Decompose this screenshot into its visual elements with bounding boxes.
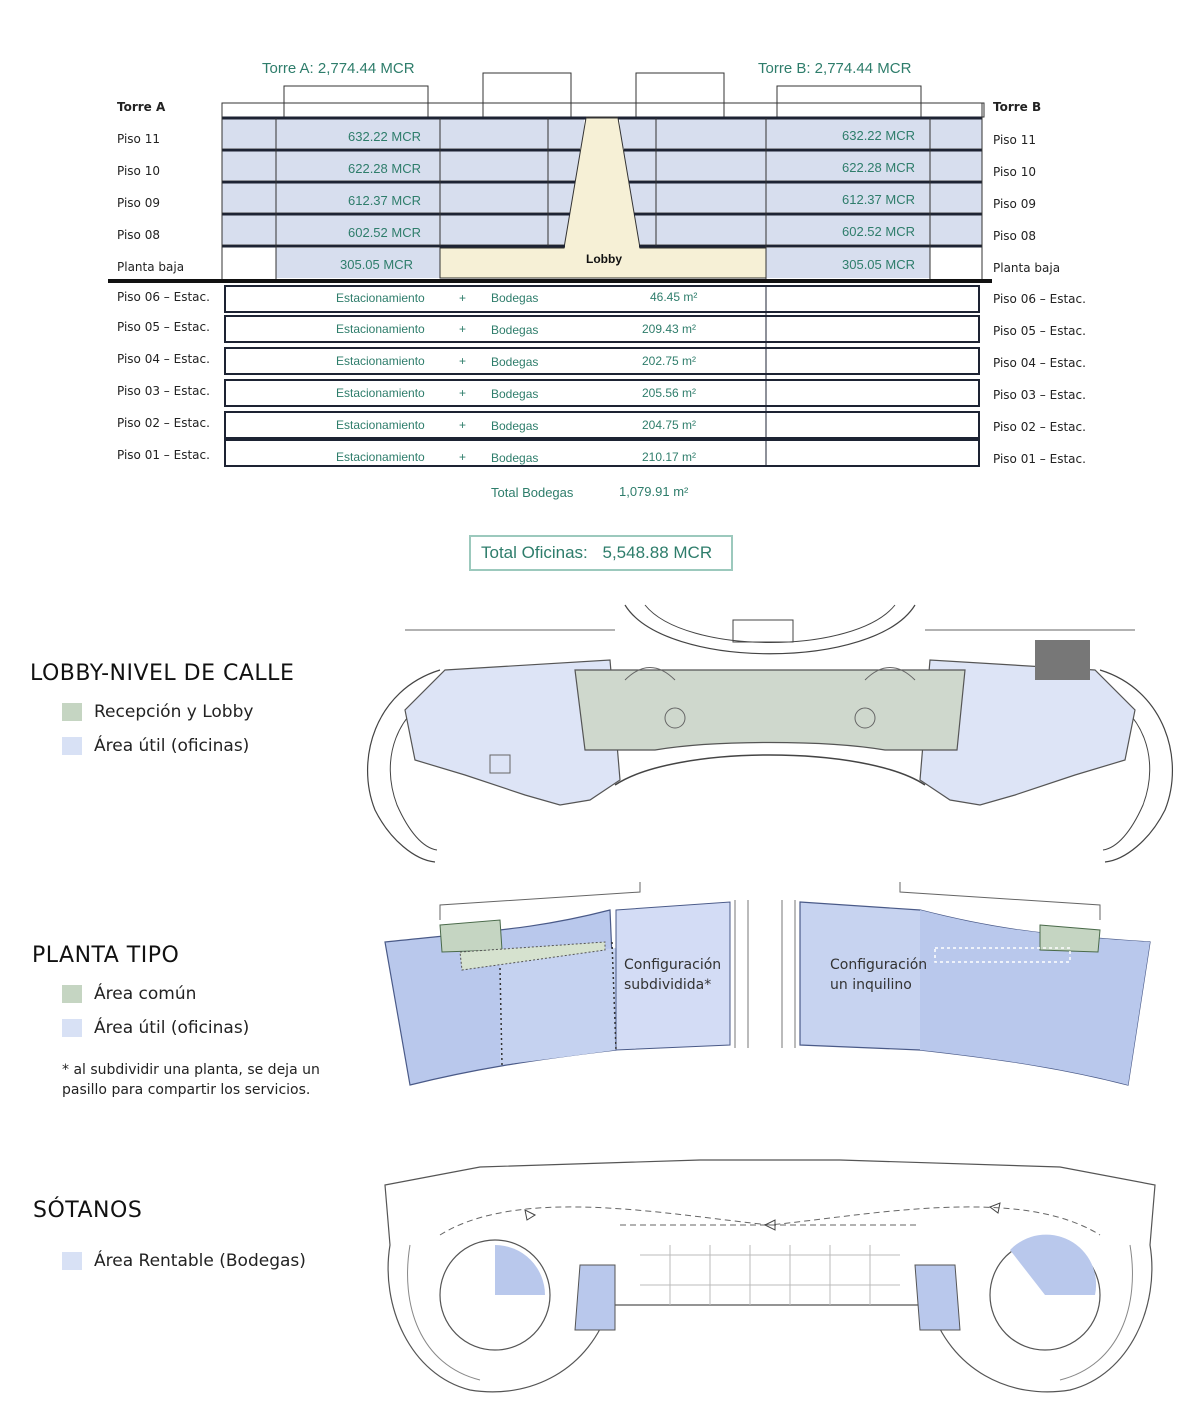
parking-label: Estacionamiento [336, 291, 425, 305]
config-single-label [830, 955, 927, 995]
basement-plan-title: SÓTANOS [33, 1198, 143, 1223]
basement-label-left: Piso 06 – Estac. [117, 290, 210, 304]
storage-area: 210.17 m² [642, 450, 697, 464]
tower-b-area: 632.22 MCR [842, 128, 915, 143]
basement-label-right: Piso 06 – Estac. [993, 292, 1086, 306]
basement-label-left: Piso 03 – Estac. [117, 384, 210, 398]
basement-label-left: Piso 05 – Estac. [117, 320, 210, 334]
bodegas-label: Bodegas [491, 419, 539, 433]
legend-label: Área útil (oficinas) [94, 1018, 250, 1038]
basement-label-right: Piso 04 – Estac. [993, 356, 1086, 370]
bodegas-label: Bodegas [491, 387, 539, 401]
config-line: Configuración [830, 957, 928, 973]
parking-label: Estacionamiento [336, 418, 425, 432]
typical-plan-title: PLANTA TIPO [32, 943, 180, 968]
lobby-label: Lobby [586, 252, 622, 266]
storage-area: 204.75 m² [642, 418, 697, 432]
legend-swatch-green [62, 985, 82, 1003]
basement-label-right: Piso 01 – Estac. [993, 452, 1086, 466]
tower-b-area: 612.37 MCR [842, 192, 915, 207]
config-line: un inquilino [830, 977, 912, 993]
legend-item-common [62, 984, 196, 1004]
bodegas-label: Bodegas [491, 291, 539, 305]
plus-sign: + [459, 354, 467, 368]
config-line: Configuración [624, 957, 722, 973]
basement-label-left: Piso 01 – Estac. [117, 448, 210, 462]
lobby-plan-title: LOBBY-NIVEL DE CALLE [30, 661, 295, 686]
storage-area: 202.75 m² [642, 354, 697, 368]
basement-floor-plan [370, 1155, 1170, 1405]
level-label-right: Planta baja [993, 261, 1061, 275]
tower-b-area: 305.05 MCR [842, 257, 915, 272]
basement-levels [225, 286, 979, 466]
legend-label: Recepción y Lobby [94, 702, 254, 722]
tower-a-area: 305.05 MCR [340, 257, 413, 272]
lobby-floor-plan [345, 600, 1195, 865]
level-label-left: Piso 10 [117, 164, 160, 178]
basement-label-left: Piso 04 – Estac. [117, 352, 210, 366]
storage-area: 209.43 m² [642, 322, 697, 336]
level-label-left: Planta baja [117, 260, 185, 274]
tower-a-area: 612.37 MCR [348, 193, 421, 208]
total-oficinas-value: 5,548.88 MCR [602, 543, 713, 562]
legend-item-office [62, 736, 249, 756]
subdivision-note [62, 1060, 320, 1100]
total-bodegas-value: 1,079.91 m² [619, 484, 689, 499]
parking-label: Estacionamiento [336, 450, 425, 464]
storage-area: 46.45 m² [650, 290, 698, 304]
plus-sign: + [459, 386, 467, 400]
legend-swatch-green [62, 703, 82, 721]
bodegas-label: Bodegas [491, 355, 539, 369]
torre-a-label: Torre A [117, 100, 166, 114]
config-subdivided-label [624, 955, 721, 995]
parking-label: Estacionamiento [336, 322, 425, 336]
legend-label: Área útil (oficinas) [94, 736, 250, 756]
config-line: subdividida* [624, 977, 712, 993]
tower-b-area: 602.52 MCR [842, 224, 915, 239]
legend-item-reception [62, 702, 253, 722]
storage-area: 205.56 m² [642, 386, 697, 400]
bodegas-label: Bodegas [491, 451, 539, 465]
plus-sign: + [459, 322, 467, 336]
legend-label: Área Rentable (Bodegas) [94, 1251, 306, 1271]
legend-item-storage [62, 1251, 306, 1271]
parking-label: Estacionamiento [336, 354, 425, 368]
plus-sign: + [459, 291, 467, 305]
basement-label-left: Piso 02 – Estac. [117, 416, 210, 430]
level-label-right: Piso 10 [993, 165, 1036, 179]
legend-label: Área común [94, 984, 197, 1004]
torre-b-title: Torre B: 2,774.44 MCR [758, 60, 912, 77]
basement-label-right: Piso 03 – Estac. [993, 388, 1086, 402]
note-line: * al subdividir una planta, se deja un [62, 1062, 320, 1078]
level-label-right: Piso 11 [993, 133, 1036, 147]
torre-b-label: Torre B [993, 100, 1042, 114]
basement-label-right: Piso 05 – Estac. [993, 324, 1086, 338]
total-oficinas-label: Total Oficinas: [481, 543, 588, 562]
legend-swatch-blue [62, 1252, 82, 1270]
total-oficinas-box [469, 535, 733, 571]
bodegas-label: Bodegas [491, 323, 539, 337]
plus-sign: + [459, 418, 467, 432]
tower-b-area: 622.28 MCR [842, 160, 915, 175]
parking-label: Estacionamiento [336, 386, 425, 400]
roof-structures [222, 73, 984, 118]
legend-swatch-blue [62, 737, 82, 755]
tower-a-area: 632.22 MCR [348, 129, 421, 144]
note-line: pasillo para compartir los servicios. [62, 1082, 311, 1098]
typical-floor-plan [380, 880, 1170, 1105]
torre-a-title: Torre A: 2,774.44 MCR [262, 60, 415, 77]
plus-sign: + [459, 450, 467, 464]
tower-a-area: 622.28 MCR [348, 161, 421, 176]
level-label-left: Piso 08 [117, 228, 160, 242]
level-label-right: Piso 09 [993, 197, 1036, 211]
level-label-left: Piso 11 [117, 132, 160, 146]
basement-label-right: Piso 02 – Estac. [993, 420, 1086, 434]
level-label-right: Piso 08 [993, 229, 1036, 243]
building-section [0, 0, 1200, 580]
legend-item-office [62, 1018, 249, 1038]
total-bodegas-label: Total Bodegas [491, 485, 574, 500]
tower-a-area: 602.52 MCR [348, 225, 421, 240]
level-label-left: Piso 09 [117, 196, 160, 210]
legend-swatch-blue [62, 1019, 82, 1037]
